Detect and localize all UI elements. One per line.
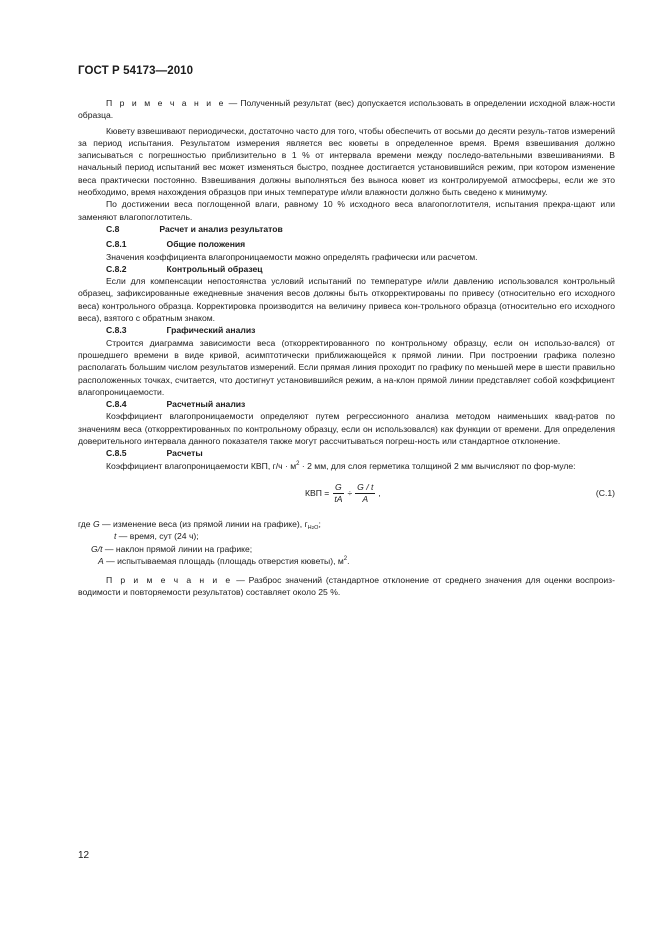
- formula-number: (С.1): [595, 487, 615, 498]
- section-heading-c83: С.8.3 Графический анализ: [106, 325, 256, 336]
- note-paragraph-2: [78, 574, 615, 599]
- definition-A: A — испытываемая площадь (площадь отверстия кюветы), $м^2$.: [98, 555, 350, 566]
- section-heading-c8: С.8 Расчет и анализ результатов: [106, 223, 283, 234]
- formula-lhs: КВП =: [305, 488, 330, 499]
- note-text: — Полученный результат (вес) допускается использовать в определении исходной влаж-ности образца.: [78, 98, 616, 121]
- note-label: П р и м е ч а н и е: [106, 98, 226, 108]
- formula-fraction-2: $\frac{G / t}{A}$: [357, 481, 374, 504]
- formula-fraction-1: $\frac{G}{tA}$: [334, 481, 343, 504]
- document-header: ГОСТ Р 54173—2010: [78, 65, 194, 77]
- section-heading-c82: С.8.2 Контрольный образец: [106, 263, 263, 274]
- definitions-list: [78, 518, 615, 567]
- section-text-c82: Если для компенсации непостоянства условий испытаний по температуре и/или давлению использовался контрольный образец, зафиксированные ежедневные значения весов должны быть откорректированы по привесу (относительно его исходного веса) контрольного образца. Корректировка производится на величину привеса кон-трольного образца (относительно его исходного веса), взятого с обратным знаком.: [78, 276, 615, 324]
- note-label-2: П р и м е ч а н и е: [106, 575, 233, 586]
- section-text-c85: Коэффициент влагопроницаемости КВП, $г/ч \cdot м^2 \cdot 2$ мм, для слоя герметика толщиной 2 мм вычисляют по фор-муле:: [106, 460, 576, 471]
- section-heading-c85: С.8.5 Расчеты: [106, 448, 203, 459]
- section-text-c81: Значения коэффициента влагопроницаемости можно определять графически или расчетом.: [106, 251, 478, 262]
- definition-t: t — время, сут (24 ч);: [114, 531, 199, 542]
- section-text-c83: Строится диаграмма зависимости веса (откорректированного по контрольному образцу, если он использо-вался) от прошедшего времени в виде кривой, асимптотически приближающейся к прямой линии. При построении графика полезно располагать большим числом результатов измерений. Если прямая линия проходит по графику по меньшей мере в шести правильно расположенных точках, считается, что достигнут установившийся режим, а на-клон прямой линии представляет собой коэффициент влагопроницаемости.: [78, 337, 615, 397]
- paragraph-weighing: Кювету взвешивают периодически, достаточно часто для того, чтобы обеспечить от восьми до десяти резуль-татов измерений за период испытания. Результатом измерения является вес кюветы в определенное время. Время взвешивания должно записываться с погрешностью приблизительно в 1 % от интервала времени между последо-вательными взвешиваниями. В начальный период испытаний вес может изменяться быстро, позднее достигается установившийся режим, при котором изменение веса практически постоянно. Взвешивания должны выполняться без выноса кювет из контролируемой атмосферы, если же это необходимо, время нахождения образцов при иных температуре и/или влажности должно быть сведено к минимуму.: [78, 125, 615, 198]
- definition-G-t: G/t — наклон прямой линии на графике;: [91, 543, 253, 554]
- paragraph-completion: По достижении веса поглощенной влаги, равному 10 % исходного веса влагопоглотителя, испытания прекра-щают или заменяют влагопоглотитель.: [78, 199, 615, 222]
- page-number: 12: [78, 850, 90, 861]
- section-heading-c84: С.8.4 Расчетный анализ: [106, 399, 246, 410]
- note-paragraph-1: [78, 97, 615, 122]
- formula-operator: ÷: [347, 488, 353, 499]
- formula-c1: КВП = $\frac{G}{tA}$ ÷ $\frac{G / t}{A}$ , (С.1): [305, 481, 615, 504]
- note-text-2: — Разброс значений (стандартное отклонение от среднего значения для оценки воспроиз-водимости и повторяемости результатов) составляет около 25 %.: [78, 575, 615, 598]
- page-content: [78, 97, 615, 599]
- definition-G: где G — изменение веса (из прямой линии на графике), $г_{H2O}$;: [78, 518, 321, 531]
- section-text-c84: Коэффициент влагопроницаемости определяют путем регрессионного анализа методом наименьших квад-ратов по значениям веса (откорректированных по контрольному образцу, если он использовался) как функции от времени. Для определения доверительного интервала данного показателя также могут рассчитываться погреш-ность или стандартное отклонение.: [78, 411, 615, 447]
- section-heading-c81: С.8.1 Общие положения: [106, 239, 246, 250]
